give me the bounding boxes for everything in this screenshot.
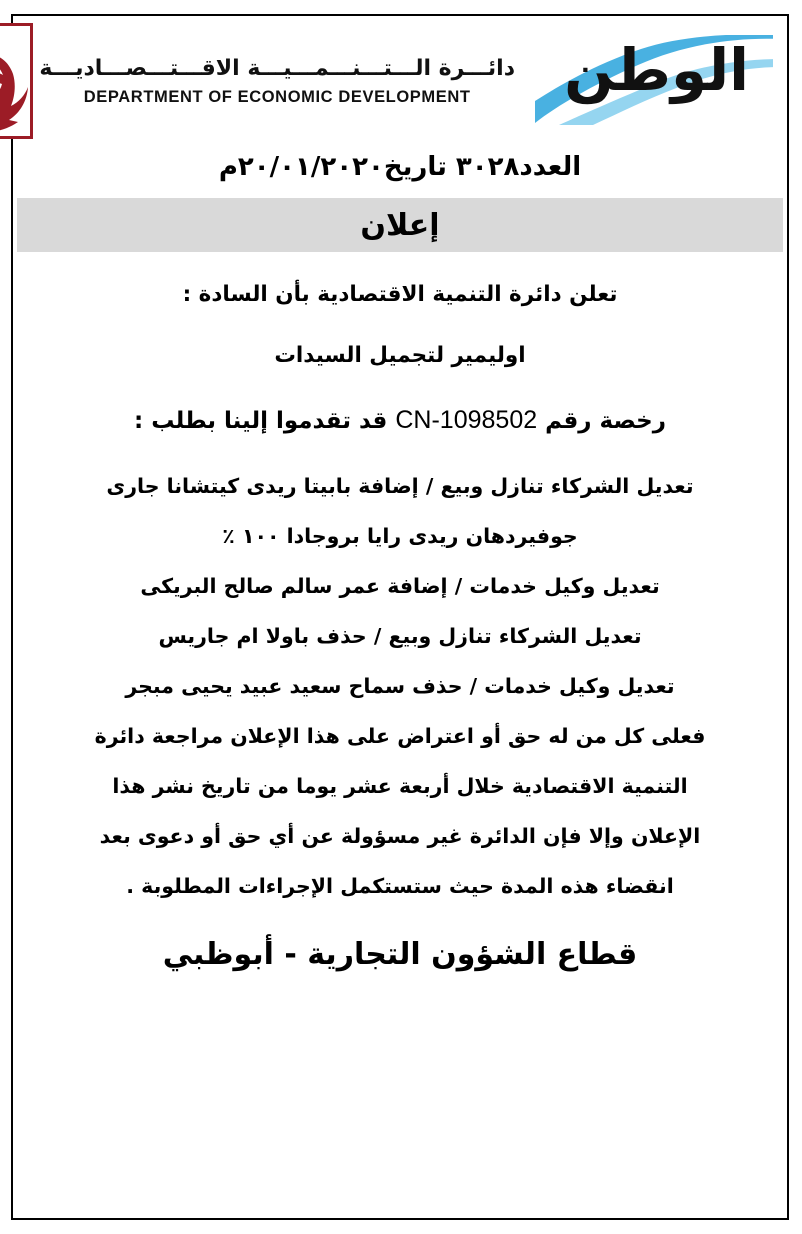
department-title-english: DEPARTMENT OF ECONOMIC DEVELOPMENT xyxy=(84,87,472,106)
legal-line: التنمية الاقتصادية خلال أربعة عشر يوما من تاريخ نشر هذا xyxy=(113,774,689,799)
notice-body xyxy=(14,252,788,972)
uae-falcon-emblem-icon xyxy=(0,23,34,139)
falcon-icon xyxy=(0,26,31,136)
legal-line: انقضاء هذه المدة حيث ستستكمل الإجراءات المطلوبة . xyxy=(127,874,675,899)
amendment-line: تعديل الشركاء تنازل وبيع / حذف باولا ام جاريس xyxy=(159,624,643,649)
trade-name: اوليمير لتجميل السيدات xyxy=(275,343,527,369)
license-line xyxy=(44,401,758,440)
amendment-line: تعديل وكيل خدمات / إضافة عمر سالم صالح البريكى xyxy=(141,574,661,599)
amendment-line: جوفيردهان ريدى رايا بروجادا ١٠٠ ٪ xyxy=(223,524,579,549)
section-title-text: إعلان xyxy=(361,207,441,243)
department-title xyxy=(34,56,522,107)
notice-intro: تعلن دائرة التنمية الاقتصادية بأن السادة : xyxy=(183,282,619,307)
legal-line: الإعلان وإلا فإن الدائرة غير مسؤولة عن أي حق أو دعوى بعد xyxy=(100,824,702,849)
amendment-line: تعديل الشركاء تنازل وبيع / إضافة بابيتا ريدى كيتشانا جارى xyxy=(107,474,695,499)
license-number: CN-1098502 xyxy=(396,405,539,434)
license-prefix: رخصة رقم xyxy=(546,407,667,434)
license-suffix: قد تقدموا إلينا بطلب : xyxy=(135,407,389,434)
page-header xyxy=(14,16,788,146)
newspaper-masthead xyxy=(522,29,774,133)
notice-frame xyxy=(12,14,790,1220)
issuing-authority-signature: قطاع الشؤون التجارية - أبوظبي xyxy=(163,937,639,973)
issue-and-date-line: العدد٣٠٢٨ تاريخ٢٠/٠١/٢٠٢٠م xyxy=(219,152,583,182)
legal-line: فعلى كل من له حق أو اعتراض على هذا الإعلان مراجعة دائرة xyxy=(95,724,707,749)
department-title-arabic: دائـــرة الـــتـــنـــمـــيـــة الاقـــتـــصـــاديـــة xyxy=(40,55,516,81)
section-title-bar xyxy=(18,198,784,252)
masthead-wordmark: الوطن xyxy=(565,36,750,104)
amendment-line: تعديل وكيل خدمات / حذف سماح سعيد عبيد يحيى مبجر xyxy=(126,674,676,699)
